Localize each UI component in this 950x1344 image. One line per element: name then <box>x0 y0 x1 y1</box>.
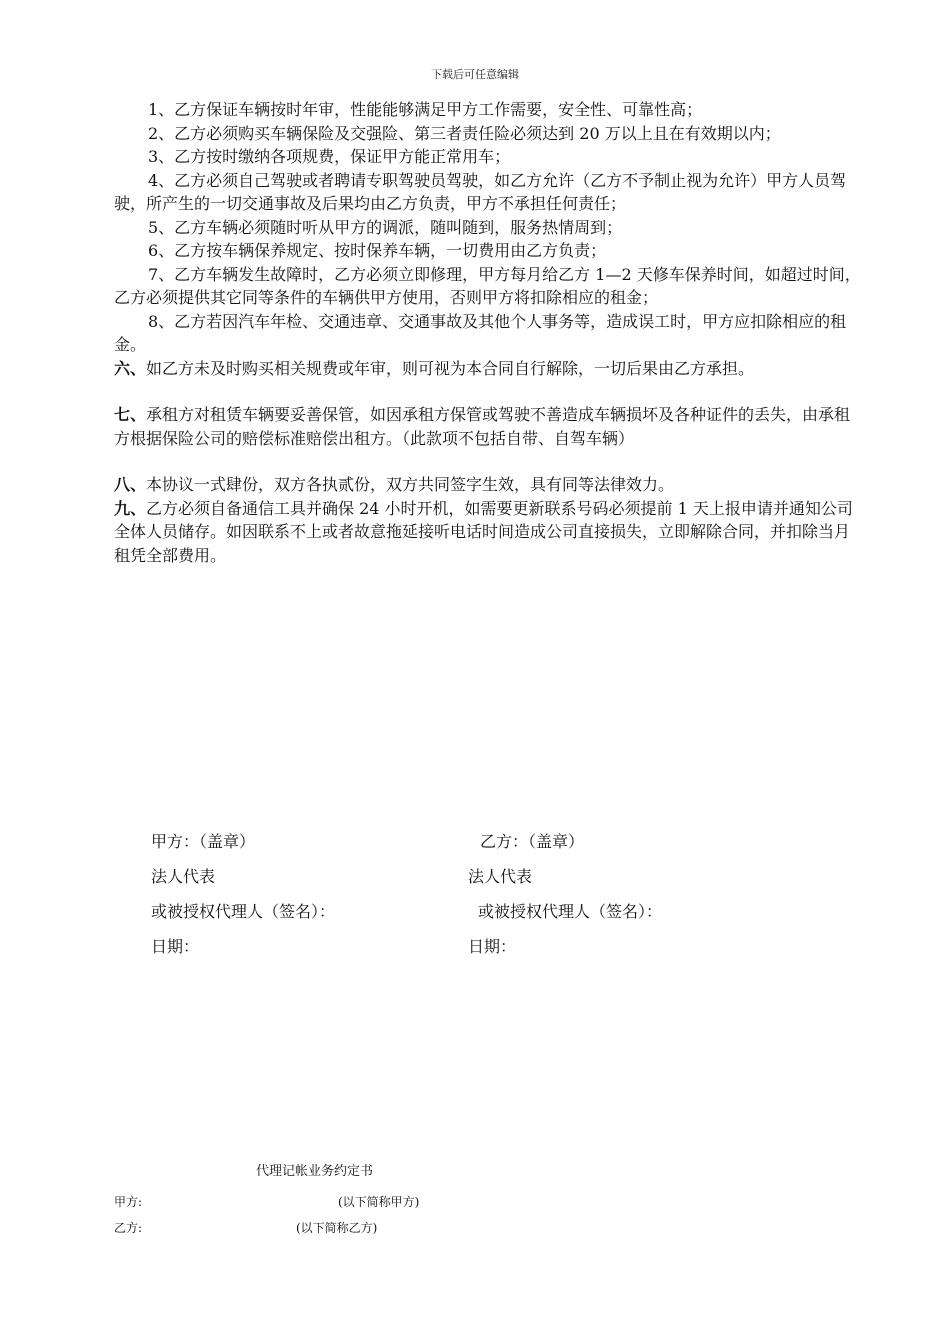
party-a-seal: 甲方：（盖章） <box>151 832 256 851</box>
clause-6: 6、乙方按车辆保养规定、按时保养车辆，一切费用由乙方负责； <box>148 241 607 260</box>
clause-4: 4、乙方必须自己驾驶或者聘请专职驾驶员驾驶，如乙方允许（乙方不予制止视为允许）甲方人员驾驶，所产生的一切交通事故及后果均由乙方负责，甲方不承担任何责任； <box>114 170 847 213</box>
next-party-a-note: (以下简称甲方) <box>338 1195 420 1209</box>
section-7-number: 七、 <box>114 405 147 424</box>
party-b-agent-signature: 或被授权代理人（签名）： <box>478 902 663 921</box>
party-a-legal-rep: 法人代表 <box>151 867 216 886</box>
section-8 <box>114 473 864 497</box>
party-b-seal: 乙方：（盖章） <box>480 832 585 851</box>
party-a-agent-signature: 或被授权代理人（签名）： <box>151 902 336 921</box>
contract-body <box>114 98 864 567</box>
party-a-date: 日期： <box>151 937 200 956</box>
section-8-text: 本协议一式肆份，双方各执贰份，双方共同签字生效，具有同等法律效力。 <box>146 475 675 494</box>
clause-5: 5、乙方车辆必须随时听从甲方的调派，随叫随到，服务热情周到； <box>148 217 623 237</box>
party-b-legal-rep: 法人代表 <box>468 867 533 886</box>
section-7 <box>114 403 864 450</box>
section-6-number: 六、 <box>114 358 147 378</box>
section-6 <box>114 357 864 381</box>
section-8-number: 八、 <box>114 475 147 494</box>
section-9-number: 九、 <box>114 498 147 518</box>
next-party-b-label: 乙方: <box>114 1221 143 1235</box>
next-party-b-note: (以下简称乙方) <box>296 1221 378 1235</box>
section-9-text: 乙方必须自备通信工具并确保 24 小时开机，如需要更新联系号码必须提前 1 天上报申请并通知公司全体人员储存。如因联系不上或者故意拖延接听电话时间造成公司直接损失，立即解除合同，并扣除当月租凭全部费用。 <box>114 498 853 565</box>
section-7-text: 承租方对租赁车辆要妥善保管，如因承租方保管或驾驶不善造成车辆损坏及各种证件的丢失，由承租方根据保险公司的赔偿标准赔偿出租方。（此款项不包括自带、自驾车辆） <box>114 405 851 448</box>
clause-8: 8、乙方若因汽车年检、交通违章、交通事故及其他个人事务等，造成误工时，甲方应扣除相应的租金。 <box>114 311 847 354</box>
party-b-date: 日期： <box>468 937 517 956</box>
page-header: 下载后可任意编辑 <box>431 68 519 81</box>
clause-2: 2、乙方必须购买车辆保险及交强险、第三者责任险必须达到 20 万以上且在有效期以内； <box>148 123 781 143</box>
next-document-title: 代理记帐业务约定书 <box>256 1164 374 1179</box>
next-party-a-label: 甲方: <box>114 1195 143 1209</box>
section-9 <box>114 497 864 568</box>
clause-1: 1、乙方保证车辆按时年审，性能能够满足甲方工作需要，安全性、可靠性高； <box>148 100 703 119</box>
section-6-text: 如乙方未及时购买相关规费或年审，则可视为本合同自行解除，一切后果由乙方承担。 <box>146 358 755 378</box>
spacer <box>114 380 864 403</box>
clause-3: 3、乙方按时缴纳各项规费，保证甲方能正常用车； <box>148 147 511 166</box>
clause-7: 7、乙方车辆发生故障时，乙方必须立即修理，甲方每月给乙方 1—2 天修车保养时间，如超过时间，乙方必须提供其它同等条件的车辆供甲方使用，否则甲方将扣除相应的租金； <box>114 264 861 307</box>
spacer <box>114 450 864 473</box>
